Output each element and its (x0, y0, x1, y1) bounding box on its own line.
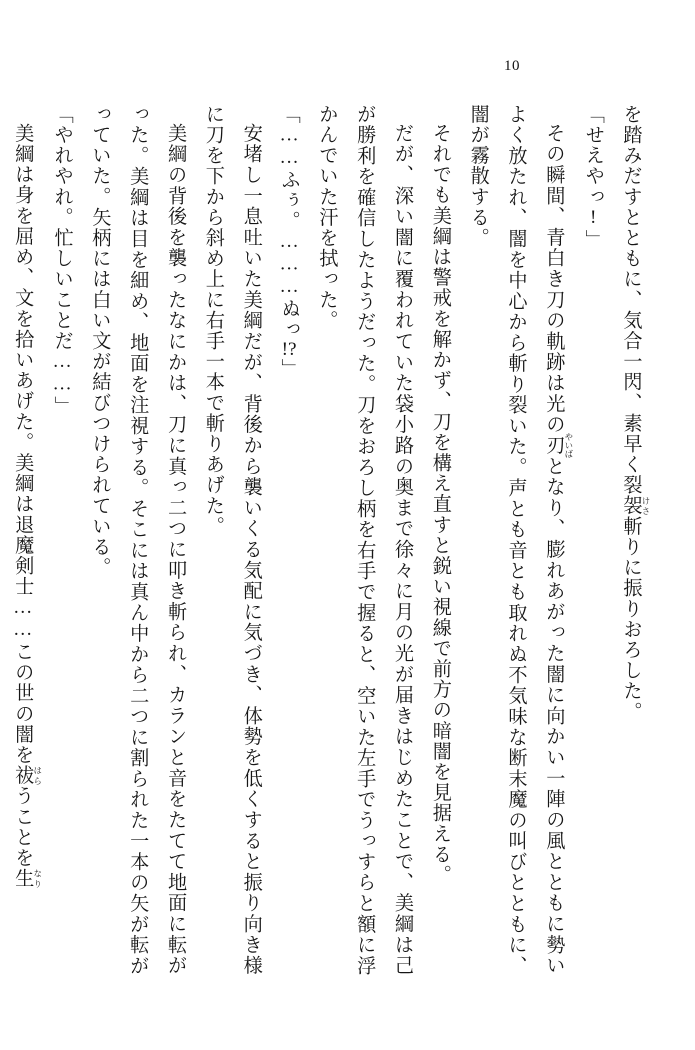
paragraph: 「せえやっ!」 (582, 104, 604, 250)
ruby-nari: 生 なり (12, 868, 43, 890)
vertical-text-body (12, 104, 651, 976)
paragraph: だが、深い闇に覆われていた袋小路の奥まで徐々に月の光が届きはじめたことで、美綱は己が勝利を確信したようだった。刀をおろし柄を右手で握ると、空いた左手でうっすらと額に浮かんでいた汗を拭った。 (316, 104, 414, 976)
page-number: 10 (504, 58, 520, 74)
paragraph: 美綱は身を屈め、文を拾いあげた。美綱は退魔剣士……この世の闇を祓 はらうことを生 なり (12, 123, 43, 890)
paragraph: それでも美綱は警戒を解かず、刀を構え直すと鋭い視線で前方の暗闇を見据える。 (429, 123, 451, 886)
paragraph: 安堵し一息吐いた美綱だが、背後から襲いくる気配に気づき、体勢を低くすると振り向き様に刀を下から斜め上に右手一本で斬りあげた。 (202, 104, 262, 976)
ruby-hara: 祓 はら (12, 765, 43, 786)
paragraph: 美綱の背後を襲ったなにかは、刀に真っ二つに叩き斬られ、カランと音をたてて地面に転がった。美綱は目を細め、地面を注視する。そこには真ん中から二つに割られた一本の矢が転がっていた。矢柄には白い文が結びつけられている。 (89, 104, 187, 976)
ruby-yaiba: 刃 やいば (543, 432, 574, 459)
paragraph: を踏みだすとともに、気合一閃、素早く裂袈 けさ斬りに振りおろした。 (620, 104, 651, 723)
paragraph: その瞬間、青白き刀の軌跡は光の刃 やいばとなり、膨れあがった闇に向かい一陣の風とともに勢いよく放たれ、闇を中心から斬り裂いた。声とも音とも取れぬ不気味な断末魔の叫びとともに、闇が霧散する。 (467, 104, 574, 976)
tatechuyoko-interrobang: !? (281, 339, 297, 359)
paragraph: 「やれやれ。忙しいことだ……」 (51, 104, 73, 417)
ruby-kesa: 袈 けさ (620, 495, 651, 517)
paragraph: 「……ふぅ。………ぬっ!?」 (278, 104, 300, 380)
